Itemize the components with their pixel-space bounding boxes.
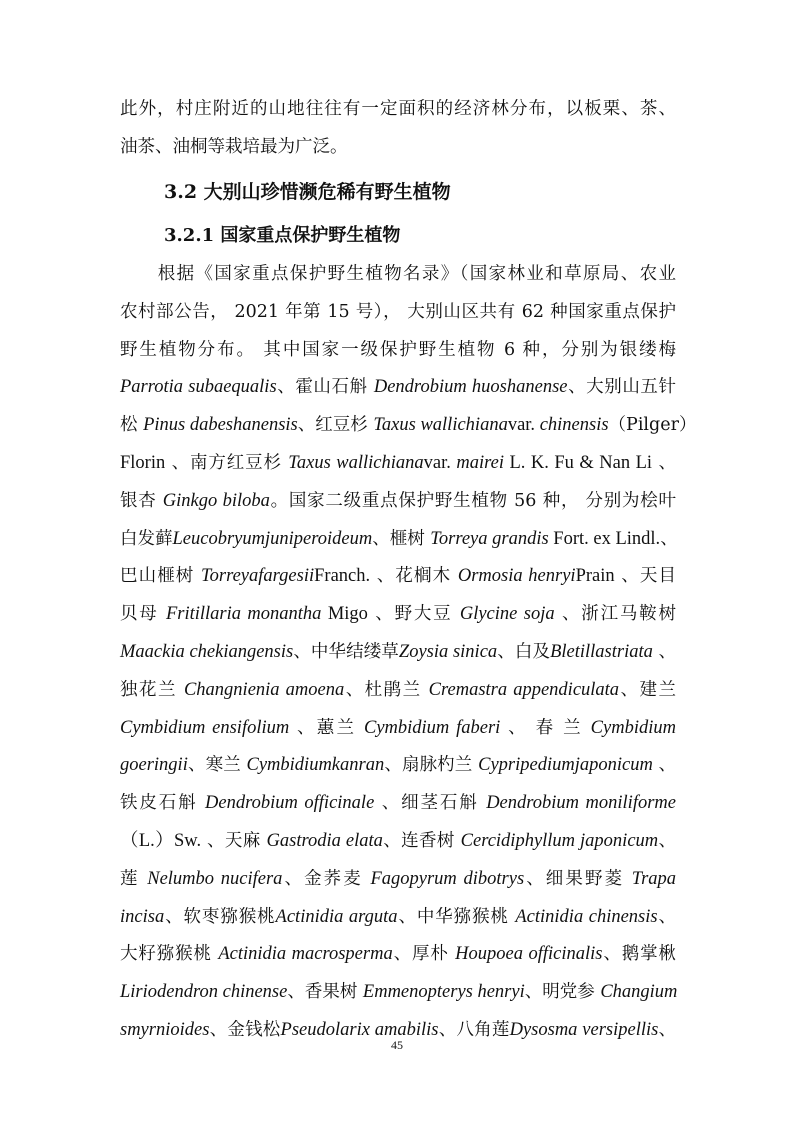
text-run: 、 (657, 907, 676, 927)
body-line (120, 867, 676, 891)
text-run: Migo (321, 604, 368, 624)
text-run: 、 (658, 831, 677, 851)
intro-line-2: 油茶、油桐等栽培最为广泛。 (120, 137, 348, 157)
text-run: 莲 (120, 869, 148, 889)
intro-line-1: 此外，村庄附近的山地往往有一定面积的经济林分布，以板栗、茶、 (120, 99, 676, 119)
body-line (120, 640, 676, 664)
text-run: 、建兰 (619, 680, 676, 700)
scientific-name: Glycine soja (459, 604, 555, 624)
scientific-name: goeringii (120, 755, 188, 775)
text-run: 、大别山五针 (567, 377, 677, 397)
text-run: 、白及 (497, 642, 551, 662)
text-run: 、红豆杉 (297, 415, 374, 435)
scientific-name: Taxus wallichiana (373, 415, 508, 435)
body-line (120, 375, 676, 399)
text-run: 、天麻 (201, 831, 267, 851)
body-line (120, 980, 676, 1004)
text-run: 、浙江马鞍树 (554, 604, 676, 624)
scientific-name: Ginkgo biloba (162, 491, 270, 511)
text-run: 农村部公告， 2021 年第 15 号）， 大别山区共有 62 种国家重点保护 (120, 302, 676, 322)
scientific-name: Cypripediumjaponicum (478, 755, 653, 775)
text-run: 、软枣猕猴桃 (164, 907, 276, 927)
scientific-name: smyrnioides (120, 1020, 210, 1040)
text-run: 、 (658, 1020, 677, 1040)
text-run: 、连香树 (382, 831, 461, 851)
scientific-name: Fritillaria monantha (165, 604, 322, 624)
text-run: 、 (652, 453, 676, 473)
text-run: 、 春 兰 (500, 718, 591, 738)
text-run: 、鹅掌楸 (602, 944, 677, 964)
text-run: 、厚朴 (392, 944, 456, 964)
text-run: Florin (120, 453, 166, 473)
text-run: 。国家二级重点保护野生植物 56 种， 分别为桧叶 (269, 491, 676, 511)
scientific-name: Taxus wallichiana (288, 453, 424, 473)
text-run: 野生植物分布。 其中国家一级保护野生植物 6 种，分别为银缕梅 (120, 340, 676, 360)
body-line (120, 716, 676, 740)
text-run: 白发藓 (120, 529, 173, 549)
scientific-name: Pseudolarix amabilis (280, 1020, 439, 1040)
body-line (120, 527, 676, 551)
text-run: 银杏 (120, 491, 163, 511)
subsection-heading: 3.2.1 国家重点保护野生植物 (164, 225, 401, 246)
scientific-name: Emmenopterys henryi (362, 982, 525, 1002)
text-run: 、八角莲 (438, 1020, 510, 1040)
text-run: 、细果野菱 (524, 869, 632, 889)
text-run: 、天目 (614, 566, 676, 586)
text-run: 、蕙兰 (289, 718, 364, 738)
body-line (120, 942, 676, 966)
scientific-name: Maackia chekiangensis (120, 642, 294, 662)
scientific-name: Dysosma versipellis (509, 1020, 659, 1040)
body-line (120, 829, 676, 853)
scientific-name: Cymbidium ensifolium (120, 718, 290, 738)
text-run: 根据《国家重点保护野生植物名录》（国家林业和草原局、农业 (120, 264, 676, 284)
text-run: （Pilger） (608, 415, 697, 435)
scientific-name: Actinidia macrosperma (218, 944, 393, 964)
text-run: var. (507, 415, 540, 435)
text-run: 、榧树 (372, 529, 431, 549)
text-run: 、 (652, 755, 676, 775)
text-run: 、香果树 (287, 982, 363, 1002)
scientific-name: Zoysia sinica (398, 642, 498, 662)
text-run: 、扇脉杓兰 (384, 755, 479, 775)
scientific-name: Dendrobium officinale (205, 793, 375, 813)
scientific-name: Cymbidium (590, 718, 676, 738)
body-line (120, 753, 676, 777)
scientific-name: Actinidia chinensis (515, 907, 658, 927)
scientific-name: Actinidia arguta (275, 907, 398, 927)
text-run: 、寒兰 (187, 755, 247, 775)
scientific-name: Nelumbo nucifera (147, 869, 283, 889)
text-run: 、野大豆 (367, 604, 460, 624)
page-number: 45 (391, 1038, 403, 1052)
scientific-name: Houpoea officinalis (455, 944, 603, 964)
scientific-name: Fagopyrum dibotrys (370, 869, 525, 889)
section-heading: 3.2 大别山珍惜濒危稀有野生植物 (164, 181, 451, 203)
text-run: 贝母 (120, 604, 166, 624)
text-run: 、明党参 (524, 982, 601, 1002)
text-run: var. (423, 453, 457, 473)
scientific-name: Pinus dabeshanensis (143, 415, 298, 435)
scientific-name: Liriodendron chinense (120, 982, 288, 1002)
text-run: 大籽猕猴桃 (120, 944, 219, 964)
scientific-name: Cymbidium faberi (363, 718, 501, 738)
text-run: 、 (652, 642, 677, 662)
scientific-name: Torreya grandis (430, 529, 549, 549)
text-run: 松 (120, 415, 144, 435)
text-run: 独花兰 (120, 680, 184, 700)
text-run: Franch. (314, 566, 371, 586)
body-line (120, 300, 676, 324)
scientific-name: Leucobryumjuniperoideum (172, 529, 373, 549)
body-line (120, 338, 676, 362)
text-run: 、金荞麦 (282, 869, 371, 889)
scientific-name: Dendrobium moniliforme (486, 793, 676, 813)
body-line (120, 602, 676, 626)
text-run: 、 (660, 529, 678, 549)
scientific-name: Cymbidiumkanran (246, 755, 385, 775)
text-run: 铁皮石斛 (120, 793, 206, 813)
body-line (120, 451, 676, 475)
body-line (120, 489, 676, 513)
scientific-name: Gastrodia elata (266, 831, 383, 851)
scientific-name: Ormosia henryi (457, 566, 576, 586)
scientific-name: Bletillastriata (550, 642, 653, 662)
text-run: 、中华结缕草 (293, 642, 399, 662)
text-run: 、霍山石斛 (276, 377, 374, 397)
scientific-name: Cercidiphyllum japonicum (460, 831, 659, 851)
body-line (120, 678, 676, 702)
text-run: Prain (575, 566, 615, 586)
text-run: 、南方红豆杉 (165, 453, 289, 473)
body-line (120, 262, 676, 286)
scientific-name: Dendrobium huoshanense (373, 377, 568, 397)
scientific-name: Changium (600, 982, 678, 1002)
scientific-name: Changnienia amoena (183, 680, 345, 700)
text-run: 巴山榧树 (120, 566, 202, 586)
text-run: （L.）Sw. (120, 831, 202, 851)
text-run: Fort. ex Lindl. (548, 529, 661, 549)
scientific-name: incisa (120, 907, 165, 927)
scientific-name: Parrotia subaequalis (120, 377, 277, 397)
body-line (120, 564, 676, 588)
text-run: 、花榈木 (370, 566, 458, 586)
scientific-name: mairei (456, 453, 504, 473)
body-line (120, 791, 676, 815)
text-run: 、中华猕猴桃 (397, 907, 516, 927)
scientific-name: Torreyafargesii (201, 566, 315, 586)
text-run: L. K. Fu & Nan Li (503, 453, 653, 473)
text-run: 、细茎石斛 (374, 793, 487, 813)
scientific-name: Cremastra appendiculata (428, 680, 620, 700)
text-run: 、杜鹃兰 (344, 680, 429, 700)
text-run: 、金钱松 (209, 1020, 281, 1040)
scientific-name: Trapa (631, 869, 677, 889)
scientific-name: chinensis (539, 415, 609, 435)
body-line (120, 905, 676, 929)
body-line (120, 413, 697, 437)
